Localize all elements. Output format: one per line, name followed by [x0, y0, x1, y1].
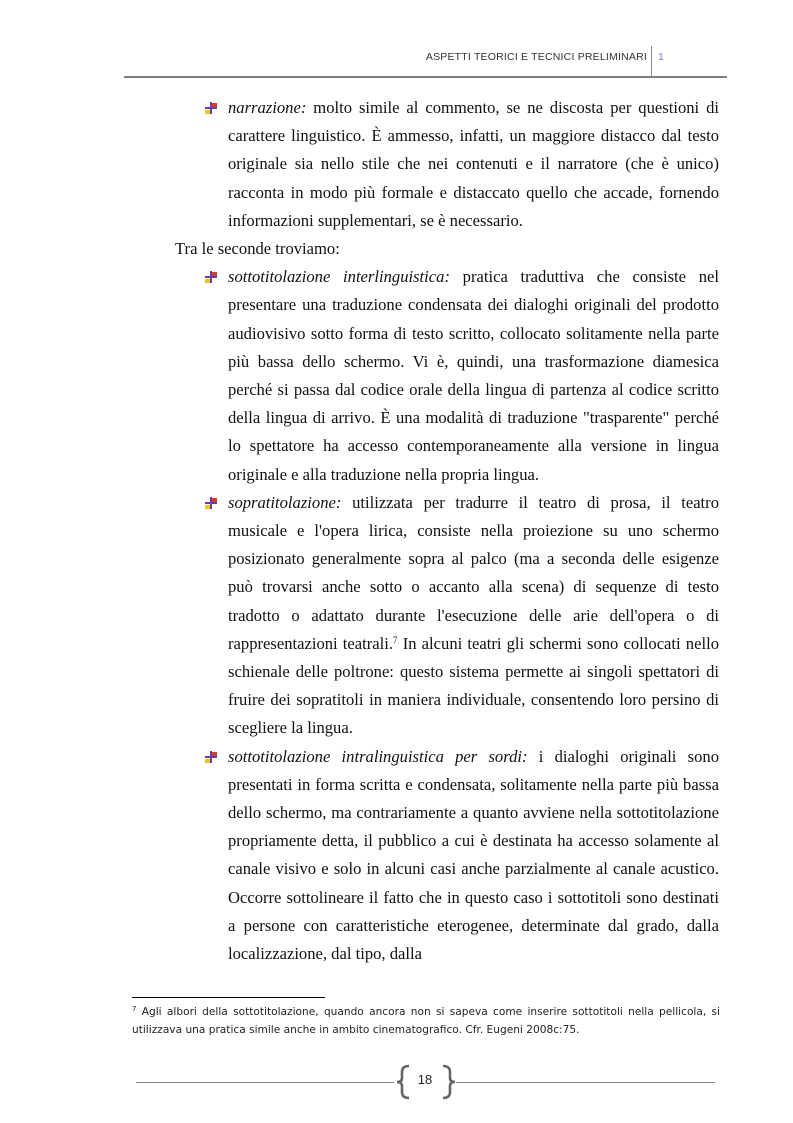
footnote-text: Agli albori della sottotitolazione, quando ancora non si sapeva come inserire sottotitoli nella pellicola, si utilizzava una pratica simile anche in ambito cinematografico. Cfr. Eugeni 2008c:75.: [132, 1006, 720, 1036]
body-text: [175, 94, 719, 968]
footnote: [132, 1003, 720, 1039]
list-item-interlinguistica: [175, 263, 719, 489]
list-item-sopratitolazione: [175, 489, 719, 743]
bullet-icon: [205, 102, 217, 114]
header-separator: [651, 46, 652, 76]
list-item-intralinguistica: [175, 743, 719, 969]
term-interlinguistica: sottotitolazione interlinguistica:: [228, 267, 450, 287]
term-intralinguistica: sottotitolazione intralinguistica per sordi:: [228, 746, 528, 766]
definition-interlinguistica: pratica traduttiva che consiste nel presentare una traduzione condensata dei dialoghi originali del prodotto audiovisivo sotto forma di testo scritto, collocato solitamente nella parte più bassa dello schermo. Vi è, quindi, una trasformazione diamesica perché si passa dal codice orale della lingua di partenza al codice scritto della lingua di arrivo. È una modalità di traduzione "trasparente" perché lo spettatore ha accesso contemporaneamente alla versione in lingua originale e alla traduzione nella propria lingua.: [228, 267, 719, 484]
right-brace-icon: [438, 1064, 458, 1100]
footnote-number: 7: [132, 1005, 137, 1013]
intro-second-list: Tra le seconde troviamo:: [175, 239, 340, 259]
page-number: 18: [417, 1072, 433, 1087]
chapter-number: 1: [658, 51, 664, 63]
footer-rule-left: [136, 1082, 394, 1083]
bullet-icon: [205, 271, 217, 283]
footnote-rule: [132, 997, 325, 998]
running-header-title: ASPETTI TEORICI E TECNICI PRELIMINARI: [425, 51, 647, 63]
list-item-narrazione: [175, 94, 719, 235]
term-narrazione: narrazione:: [228, 98, 307, 117]
definition-narrazione: molto simile al commento, se ne discosta per questioni di carattere linguistico. È ammesso, infatti, un maggiore distacco dal testo originale sia nello stile che nei contenuti e il narratore (che è unico) racconta in modo più formale e distaccato quello che accade, fornendo informazioni supplementari, se è necessario.: [228, 98, 719, 230]
bullet-icon: [205, 497, 217, 509]
term-sopratitolazione: sopratitolazione:: [228, 492, 342, 512]
footnote-reference[interactable]: 7: [393, 634, 398, 645]
header-rule: [124, 76, 727, 78]
bullet-icon: [205, 751, 217, 763]
definition-intralinguistica: i dialoghi originali sono presentati in forma scritta e condensata, solitamente nella parte più bassa dello schermo, ma contrariamente a quanto avviene nella sottotitolazione propriamente detta, il pubblico a cui è destinata ha accesso solamente al canale visivo e solo in alcuni casi anche parzialmente al canale acustico. Occorre sottolineare il fatto che in questo caso i sottotitoli sono destinati a persone con caratteristiche eterogenee, determinate dal grado, dalla localizzazione, dal tipo, dalla: [228, 746, 719, 964]
definition-sopratitolazione-a: utilizzata per tradurre il teatro di prosa, il teatro musicale e l'opera lirica, consiste nella proiezione su uno schermo posizionato generalmente sopra al palco (ma a seconda delle esigenze può trovarsi anche sotto o accanto alla scena) di sequenze di testo tradotto o adattato durante l'esecuzione delle arie dell'opera o di rappresentazioni teatrali.: [228, 492, 719, 653]
definition-sopratitolazione-b: In alcuni teatri gli schermi sono collocati nello schienale delle poltrone: questo sistema permette ai singoli spettatori di fruire dei sopratitoli in maniera individuale, consentendo loro persino di scegliere la lingua.: [228, 633, 719, 738]
footer-rule-right: [456, 1082, 715, 1083]
